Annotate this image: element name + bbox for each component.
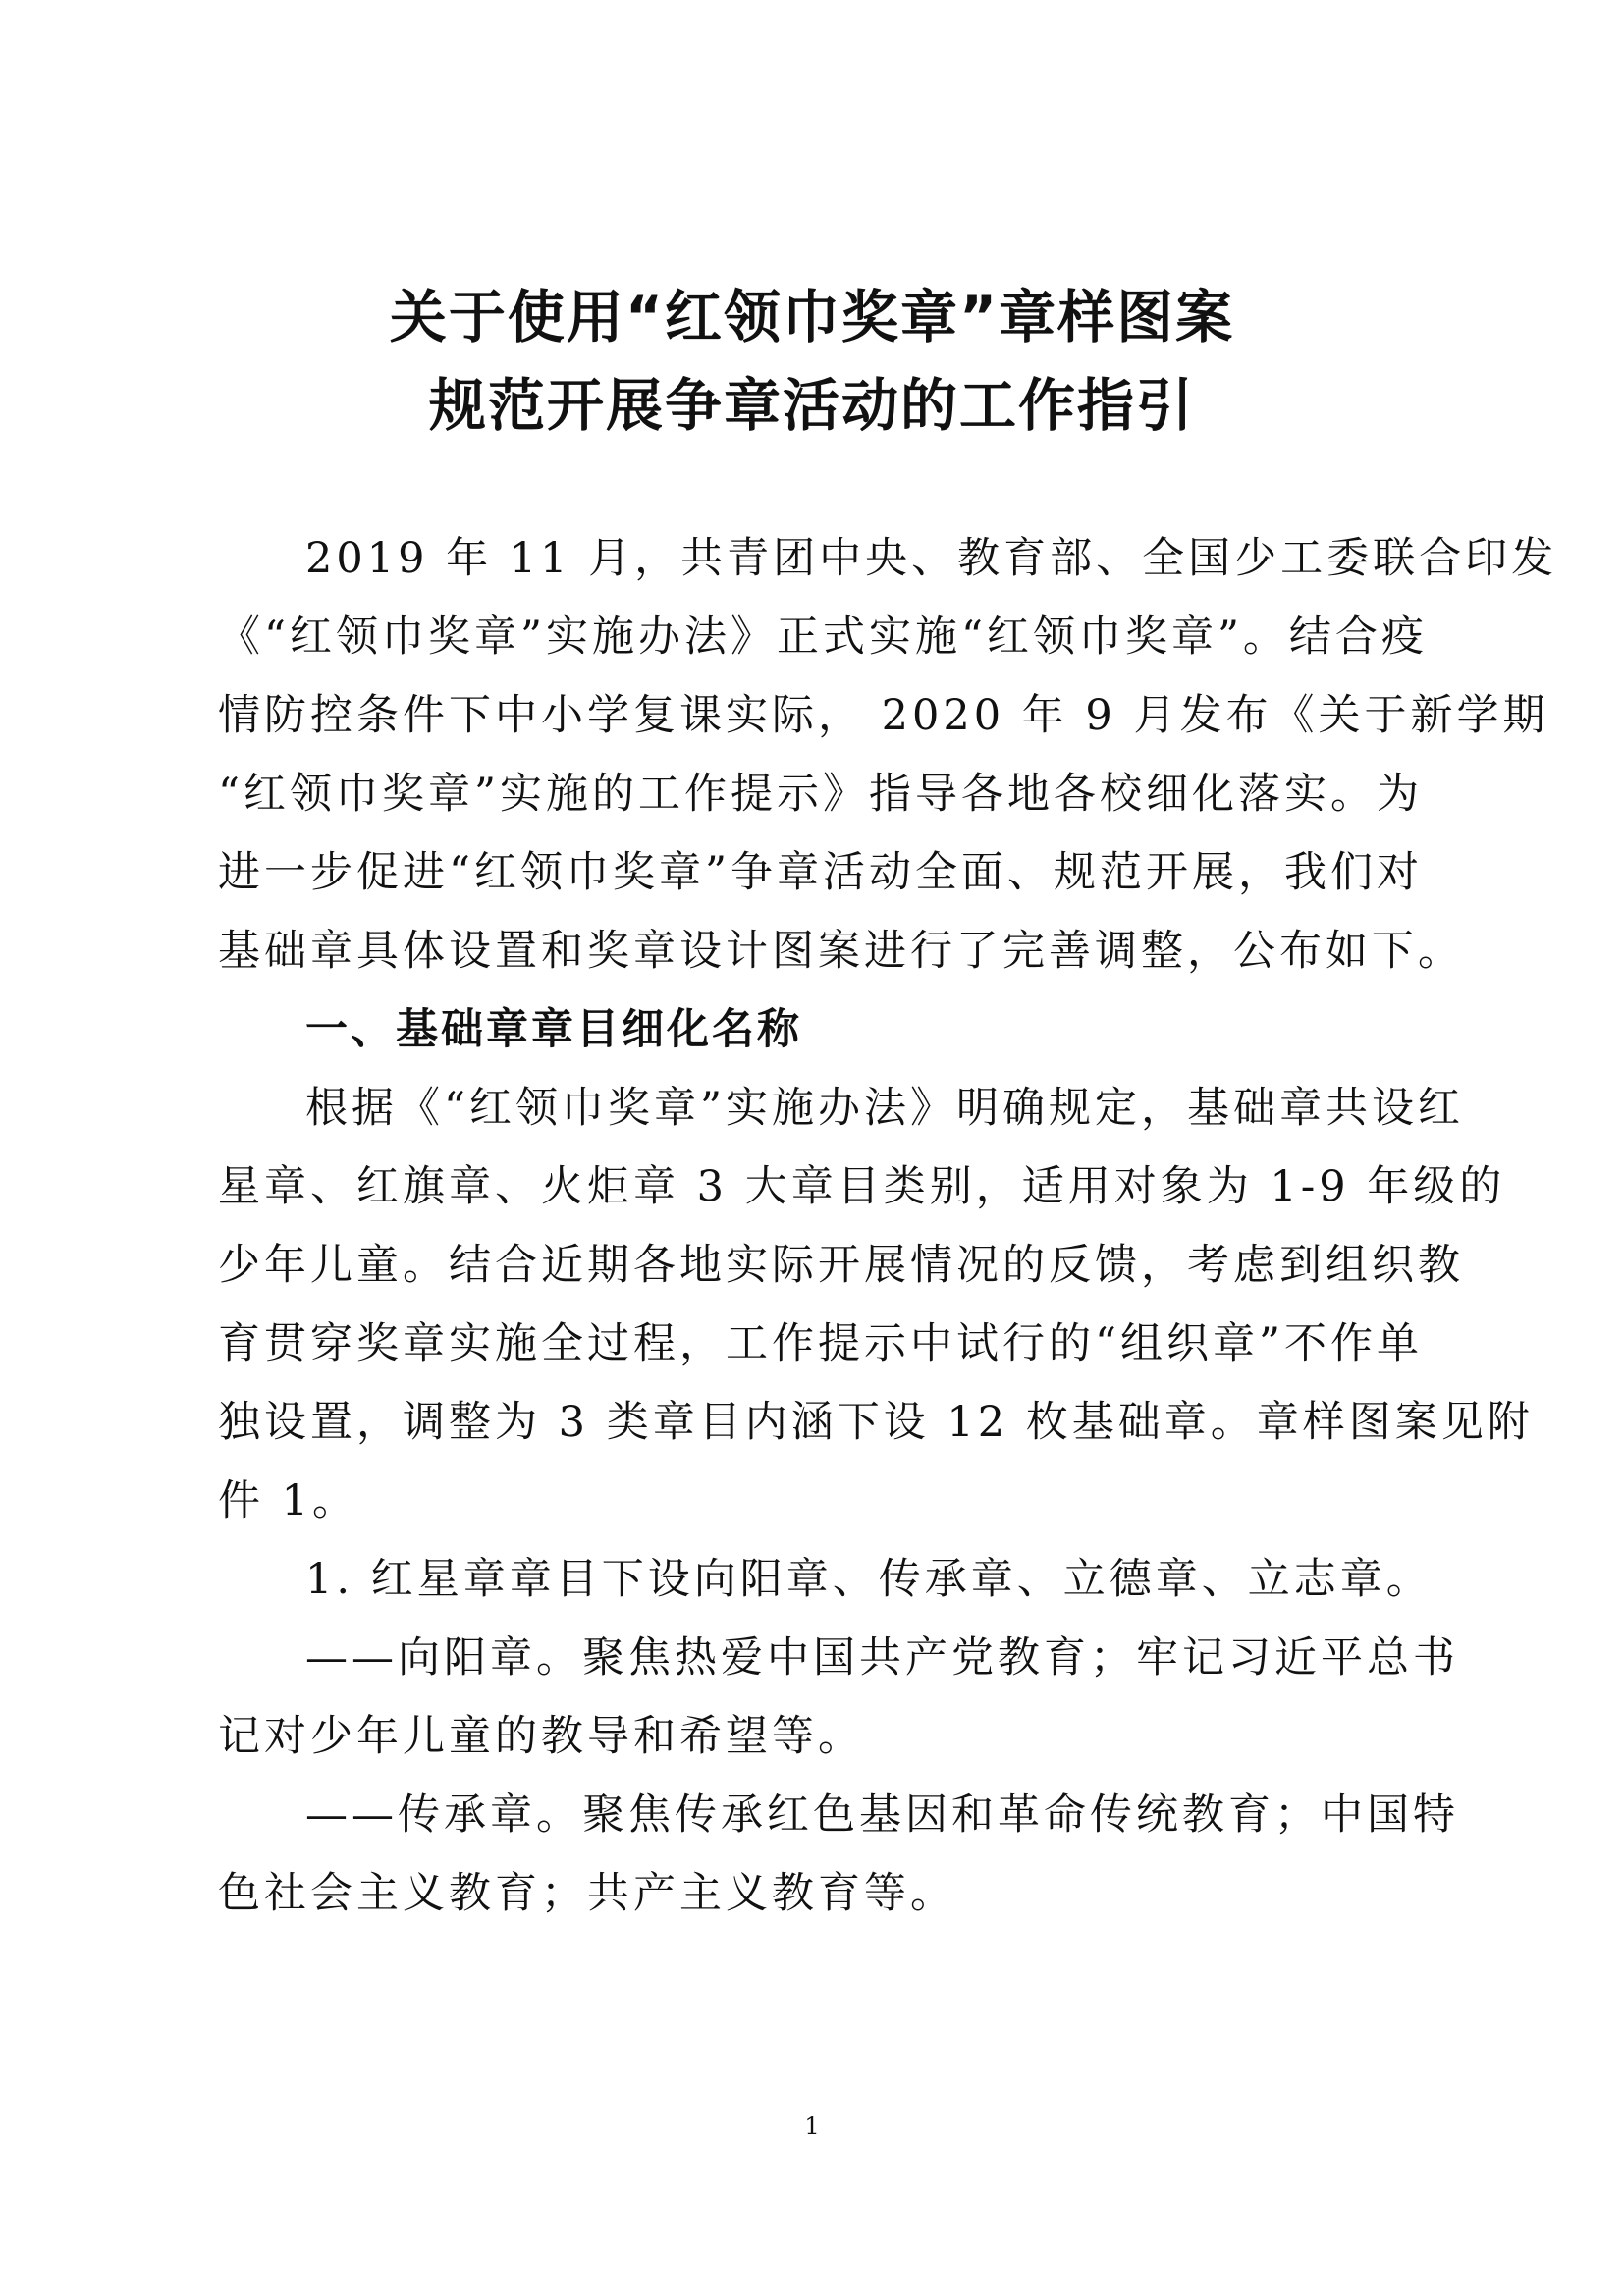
paragraph-2-line-5: 独设置，调整为 3 类章目内涵下设 12 枚基础章。章样图案见附 [218, 1398, 1534, 1447]
sub-item-2-line-1: ——传承章。聚焦传承红色基因和革命传统教育；中国特 [305, 1790, 1459, 1840]
sub-item-1-line-1: ——向阳章。聚焦热爱中国共产党教育；牢记习近平总书 [305, 1633, 1459, 1682]
paragraph-2-line-1: 根据《“红领巾奖章”实施办法》明确规定，基础章共设红 [305, 1084, 1464, 1133]
paragraph-1-line-1: 2019 年 11 月，共青团中央、教育部、全国少工委联合印发 [305, 534, 1558, 583]
paragraph-1-line-6: 基础章具体设置和奖章设计图案进行了完善调整，公布如下。 [218, 927, 1464, 976]
section-heading-1: 一、基础章章目细化名称 [305, 1005, 802, 1054]
document-title-line-2: 规范开展争章活动的工作指引 [428, 372, 1195, 439]
document-title-line-1: 关于使用“红领巾奖章”章样图案 [389, 284, 1235, 350]
paragraph-2-line-6: 件 1。 [218, 1476, 359, 1525]
list-item-1: 1. 红星章章目下设向阳章、传承章、立德章、立志章。 [305, 1555, 1433, 1604]
paragraph-1-line-2: 《“红领巾奖章”实施办法》正式实施“红领巾奖章”。结合疫 [218, 613, 1428, 662]
page-number: 1 [804, 2112, 820, 2140]
paragraph-2-line-2: 星章、红旗章、火炬章 3 大章目类别，适用对象为 1-9 年级的 [218, 1162, 1506, 1211]
paragraph-1-line-4: “红领巾奖章”实施的工作提示》指导各地各校细化落实。为 [218, 770, 1423, 819]
paragraph-1-line-5: 进一步促进“红领巾奖章”争章活动全面、规范开展，我们对 [218, 848, 1423, 897]
paragraph-2-line-4: 育贯穿奖章实施全过程，工作提示中试行的“组织章”不作单 [218, 1319, 1423, 1368]
sub-item-1-line-2: 记对少年儿童的教导和希望等。 [218, 1712, 864, 1761]
paragraph-2-line-3: 少年儿童。结合近期各地实际开展情况的反馈，考虑到组织教 [218, 1241, 1464, 1290]
sub-item-2-line-2: 色社会主义教育；共产主义教育等。 [218, 1869, 956, 1918]
paragraph-1-line-3: 情防控条件下中小学复课实际， 2020 年 9 月发布《关于新学期 [218, 691, 1549, 740]
